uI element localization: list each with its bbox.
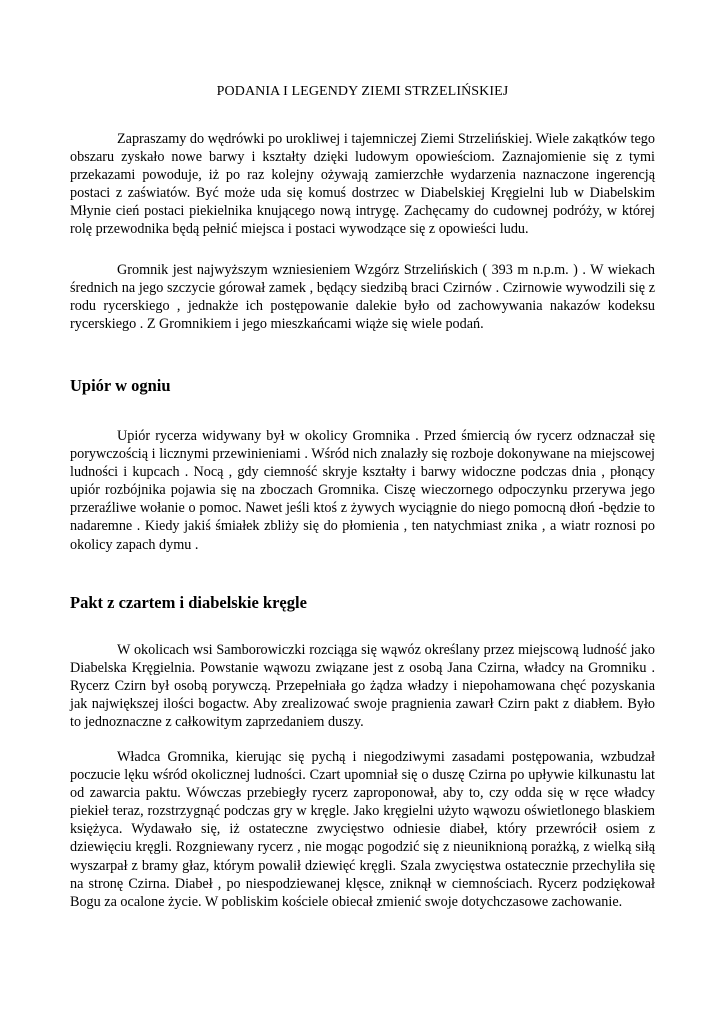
document-title: PODANIA I LEGENDY ZIEMI STRZELIŃSKIEJ	[216, 84, 509, 99]
intro-paragraph: Zapraszamy do wędrówki po urokliwej i tajemniczej Ziemi Strzelińskiej. Wiele zakątków tego obszaru zyskało nowe barwy i kształty dzięki ludowym opowieściom. Zaznajomienie się z tymi przekazami powoduje, iż po raz kolejny ożywają zamierzchłe wydarzenia naznaczone ingerencją postaci z zaświatów. Być może uda się komuś dostrzec w Diabelskiej Kręgielni lub w Diabelskim Młynie cień postaci piekielnika knującego nową intrygę. Zachęcamy do cudownej podróży, w której rolę przewodnika będą pełnić miejsca i postaci wywodzące się z opowieści ludu.	[70, 131, 655, 238]
section-heading-pakt: Pakt z czartem i diabelskie kręgle	[70, 593, 307, 612]
gromnik-paragraph: Gromnik jest najwyższym wzniesieniem Wzgórz Strzelińskich ( 393 m n.p.m. ) . W wiekach średnich na jego szczycie górował zamek , będący siedzibą braci Czirnów . Czirnowie wywodzili się z rodu rycerskiego , jednakże ich postępowanie dalekie było od zachowywania nakazów kodeksu rycerskiego . Z Gromnikiem i jego mieszkańcami wiąże się wiele podań.	[70, 262, 655, 333]
upior-paragraph: Upiór rycerza widywany był w okolicy Gromnika . Przed śmiercią ów rycerz odznaczał się porywczością i licznymi przewinieniami . Wśród nich znalazły się rozboje dokonywane na miejscowej ludności i kupcach . Nocą , gdy ciemność skryje kształty i barwy widoczne podczas dnia , płonący upiór rozbójnika pojawia się na zboczach Gromnika. Ciszę wieczornego odpoczynku przerywa jego przeraźliwe wołanie o pomoc. Nawet jeśli ktoś z żywych wyciągnie do niego pomocną dłoń -będzie to nadaremne . Kiedy jakiś śmiałek zbliży się do płomienia , ten natychmiast znika , a wiatr roznosi po okolicy zapach dymu .	[70, 428, 655, 553]
section-heading-upior: Upiór w ogniu	[70, 376, 171, 395]
pakt-paragraph-2: Władca Gromnika, kierując się pychą i niegodziwymi zasadami postępowania, wzbudzał poczucie lęku wśród okolicznej ludności. Czart upomniał się o duszę Czirna po upływie kilkunastu lat od zawarcia paktu. Wówczas przebiegły rycerz zaproponował, aby to, czy odda się w ręce władcy piekieł teraz, rozstrzygnąć podczas gry w kręgle. Jako kręgielni użyto wąwozu oświetlonego blaskiem księżyca. Wydawało się, iż ostateczne zwycięstwo odniesie diabeł, który przewrócił osiem z dziewięciu kręgli. Rozgniewany rycerz , nie mogąc pogodzić się z nieuniknioną porażką, z wielką siłą wyszarpał z bramy głaz, którym powalił dziewięć kręgli. Szala zwycięstwa ostatecznie przechyliła się na stronę Czirna. Diabeł , po niespodziewanej klęsce, zniknął w ciemnościach. Rycerz podziękował Bogu za ocalone życie. W pobliskim kościele obiecał zmienić swoje dotychczasowe zachowanie.	[70, 749, 655, 910]
pakt-paragraph-1: W okolicach wsi Samborowiczki rozciąga się wąwóz określany przez miejscową ludność jako Diabelska Kręgielnia. Powstanie wąwozu związane jest z osobą Jana Czirna, władcy na Gromniku . Rycerz Czirn był osobą porywczą. Przepełniała go żądza władzy i niepohamowana chęć pozyskania jak największej ilości bogactw. Aby zrealizować swoje pragnienia zawarł Czirn pakt z diabłem. Było to jednoznaczne z całkowitym zaprzedaniem duszy.	[70, 642, 655, 731]
